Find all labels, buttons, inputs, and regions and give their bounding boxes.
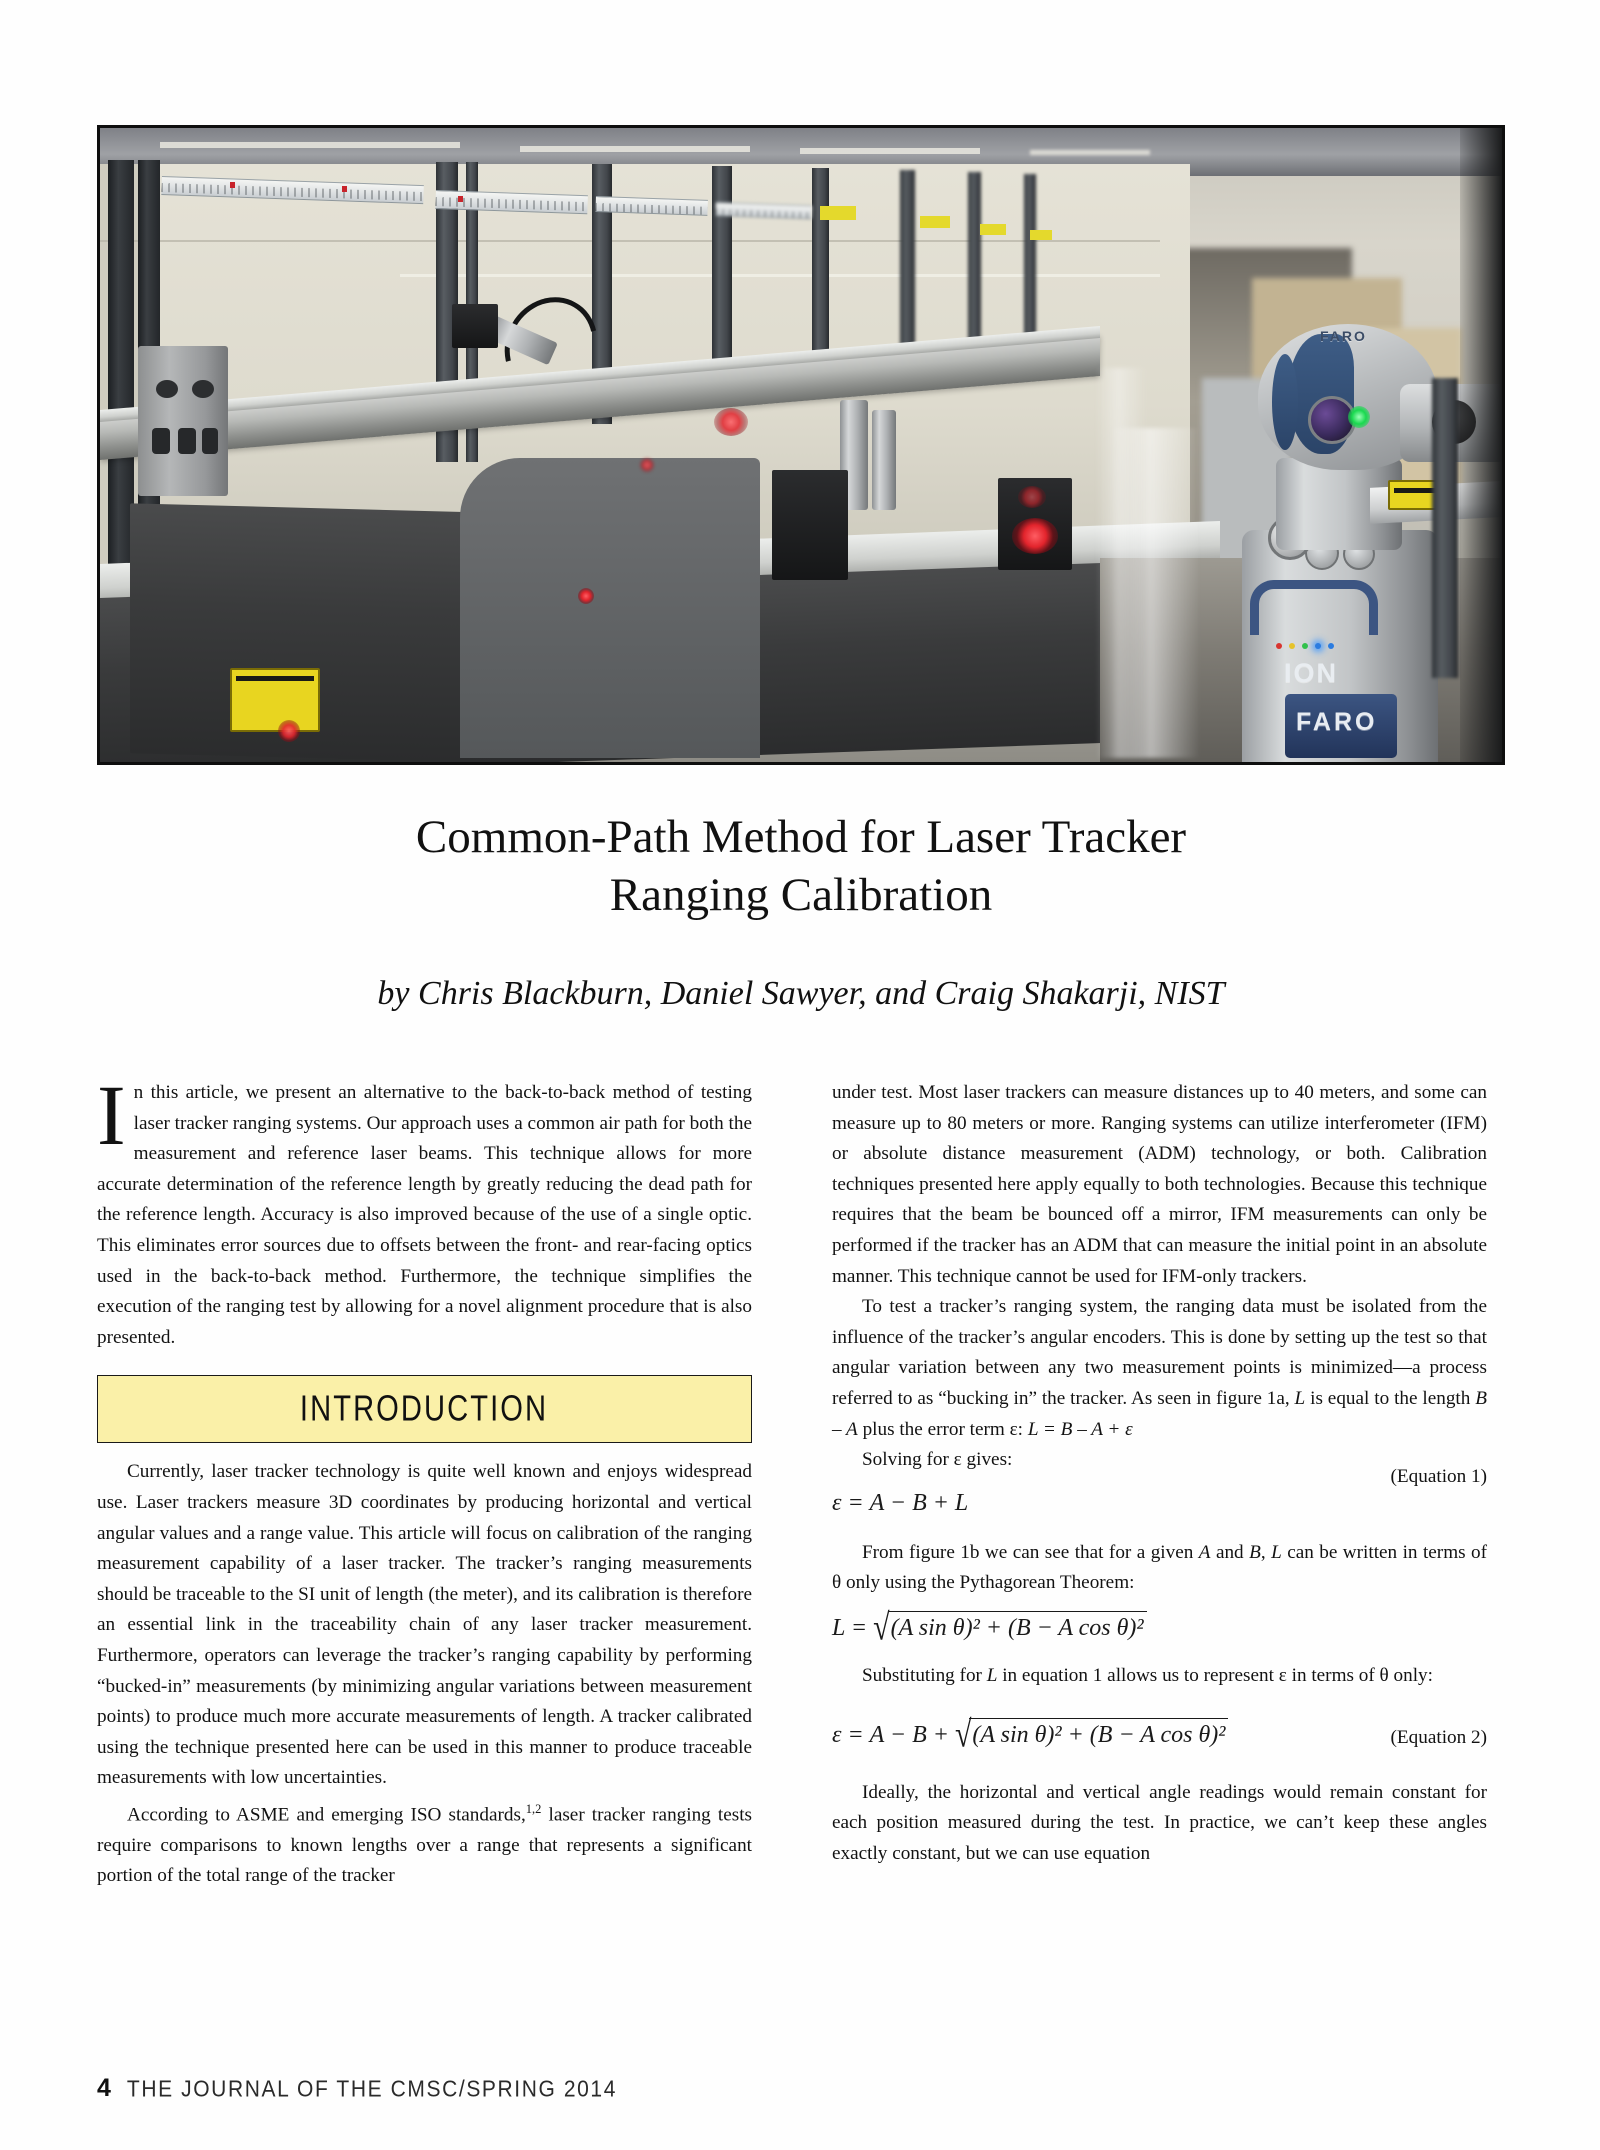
symbol-A: A [1198, 1541, 1211, 1563]
photo-laser-beam-spot [1012, 518, 1058, 554]
photo-ceiling-light [800, 148, 980, 154]
photo-laser-indicator [278, 720, 300, 742]
photo-optic-housing [772, 470, 848, 580]
photo-scale-marker [342, 186, 347, 192]
radical-sign-icon: √ [954, 1713, 972, 1755]
radical-sign-icon: √ [873, 1607, 890, 1649]
photo-post [1024, 174, 1036, 354]
intro-paragraph-2-text-a: According to ASME and emerging ISO standards, [127, 1804, 526, 1826]
photo-laser-indicator [578, 588, 594, 604]
page-number: 4 [97, 2074, 111, 2102]
symbol-B: B [1249, 1541, 1261, 1563]
right-paragraph-5-b: in equation 1 allows us to represent ε in terms of θ only: [997, 1664, 1433, 1686]
equation-2-lhs: ε = A − B + [832, 1721, 955, 1748]
equation-L [832, 1607, 1147, 1649]
photo-ceiling-light [520, 146, 750, 152]
introduction-section-banner [97, 1375, 752, 1443]
photo-post [1432, 378, 1458, 678]
right-paragraph-2-c: plus the error term ε: [857, 1418, 1028, 1440]
inline-equation-L: L = B – A + ε [1027, 1418, 1133, 1440]
article-byline: by Chris Blackburn, Daniel Sawyer, and Craig Shakarji, NIST [377, 975, 1225, 1012]
photo-yellow-marker [1030, 230, 1052, 240]
laser-tracker-head-accent [1272, 354, 1298, 450]
right-paragraph-4-a: From figure 1b we can see that for a given [862, 1541, 1199, 1563]
laser-tracker-top-brand-text: FARO [1320, 328, 1367, 344]
photo-yellow-marker [820, 206, 856, 220]
right-paragraph-2 [832, 1292, 1487, 1445]
photo-optic-cylinder [872, 410, 896, 510]
photo-scene [100, 128, 1502, 762]
equation-L-row [832, 1607, 1487, 1649]
right-paragraph-4-c: , [1260, 1541, 1272, 1563]
symbol-B-minus-A: B – A [832, 1387, 1487, 1440]
photo-laser-beam-spot [640, 458, 654, 472]
intro-paragraph-1: Currently, laser tracker technology is quite well known and enjoys widespread use. Laser trackers measure 3D coordinates by producing horizontal and vertical angular values and a range value. This article will focus on calibration of the ranging measurement capability of a laser tracker. The tracker’s ranging measurements should be traceable to the SI unit of length (the meter), and its calibration is therefore an essential link in the traceability chain of any laser tracker measurement. Furthermore, operators can leverage the tracker’s ranging capability by performing “bucked-in” measurements (by minimizing angular variations between measurement points) to produce much more accurate measurements of length. A tracker calibrated using the technique presented here can be used in this manner to produce traceable measurements with low uncertainties. [97, 1461, 752, 1789]
photo-scale-marker [458, 196, 463, 202]
equation-2 [832, 1713, 1228, 1755]
right-paragraph-1: under test. Most laser trackers can measure distances up to 40 meters, and some can measure up to 80 meters or more. Ranging systems can utilize interferometer (IFM) or absolute distance measurement (ADM) technology, or both. Calibration techniques presented here apply equally to both technologies. Because this technique requires that the beam be bounced off a mirror, IFM measurements can only be performed if the tracker has an ADM that can measure the initial point in an absolute manner. This technique cannot be used for IFM-only trackers. [832, 1082, 1487, 1287]
equation-1: ε = A − B + L [832, 1489, 969, 1516]
article-title-line-1: Common-Path Method for Laser Tracker [415, 811, 1187, 863]
right-paragraph-4-d: can be written in terms of θ only using the Pythagorean Theorem: [832, 1541, 1488, 1594]
equation-1-row [832, 1465, 1487, 1526]
right-paragraph-5-a: Substituting for [862, 1664, 987, 1686]
photo-floor-sheen [1096, 368, 1146, 758]
photo-ceiling-light [160, 142, 460, 148]
page-footer [97, 2074, 617, 2103]
right-paragraph-6: Ideally, the horizontal and vertical angle readings would remain constant for each position measured during the test. In practice, we can’t keep these angles exactly constant, but we can use equation [832, 1781, 1487, 1864]
symbol-L-2: L [1271, 1541, 1282, 1563]
left-column [97, 1067, 752, 1892]
laser-tracker-green-led [1348, 406, 1370, 428]
photo-scale-marker [230, 182, 235, 188]
right-paragraph-4-b: and [1210, 1541, 1250, 1563]
photo-laser-beam-spot [1018, 486, 1046, 508]
photo-wall-joint [100, 240, 1160, 242]
photo-shroud [460, 458, 760, 758]
equation-2-label: (Equation 2) [1390, 1726, 1487, 1748]
right-paragraph-5 [832, 1661, 1487, 1692]
lead-paragraph: In this article, we present an alternative to the back-to-back method of testing laser tracker ranging systems. Our approach uses a common air path for both the measurement and reference laser beams. This technique allows for more accurate determination of the reference length by greatly reducing the dead path for the reference length. Accuracy is also improved because of the use of a single optic. This eliminates error sources due to offsets between the front- and rear-facing optics used in the back-to-back method. Furthermore, the technique simplifies the execution of the ranging test by allowing for a novel alignment procedure that is also presented. [97, 1067, 752, 1348]
photo-mount-hole [152, 428, 170, 454]
reference-superscript: 1,2 [525, 1801, 542, 1816]
laser-tracker-brand-text: FARO [1296, 708, 1378, 736]
right-paragraph-4 [832, 1538, 1487, 1599]
photo-mount-hole [156, 380, 178, 398]
photo-post [900, 170, 915, 370]
photo-yellow-marker [980, 224, 1006, 235]
intro-paragraph-2-text-b: laser tracker ranging tests require comparisons to known lengths over a range that represents a significant portion of the total range of the tracker [97, 1804, 752, 1887]
photo-optic-mount [452, 304, 498, 348]
photo-post [968, 172, 981, 362]
photo-mount-hole [202, 428, 218, 454]
introduction-heading: INTRODUCTION [300, 1387, 549, 1430]
equation-L-lhs: L = [832, 1614, 874, 1641]
photo-wall-joint [400, 274, 1160, 277]
symbol-L-3: L [986, 1664, 998, 1686]
header-photograph [97, 125, 1505, 765]
intro-paragraph-2 [97, 1794, 752, 1892]
equation-2-radicand: (A sin θ)² + (B − A cos θ)² [969, 1718, 1228, 1751]
laser-tracker-model-text: ION [1284, 658, 1339, 688]
photo-mount-block [138, 346, 228, 496]
article-title-line-2: Ranging Calibration [609, 869, 993, 921]
right-column [832, 1078, 1487, 1869]
photo-mount-hole [178, 428, 196, 454]
article-title [97, 808, 1505, 924]
laser-tracker-handle [1250, 580, 1378, 635]
right-paragraph-3: Solving for ε gives: [862, 1449, 1013, 1471]
photo-right-edge [1460, 128, 1502, 762]
photo-mount-hole [192, 380, 214, 398]
equation-1-label: (Equation 1) [1390, 1465, 1487, 1487]
equation-2-row [832, 1713, 1487, 1756]
photo-caution-label [230, 668, 320, 732]
journal-footer-text: THE JOURNAL OF THE CMSC/SPRING 2014 [126, 2076, 617, 2103]
symbol-L: L [1294, 1387, 1306, 1409]
equation-L-radicand: (A sin θ)² + (B − A cos θ)² [888, 1611, 1147, 1644]
photo-laser-beam-spot [714, 408, 748, 436]
photo-yellow-marker [920, 216, 950, 228]
photo-ceiling-light [1030, 150, 1150, 155]
right-paragraph-2-b: is equal to the length [1305, 1387, 1476, 1409]
laser-tracker-status-leds [1276, 636, 1372, 656]
right-paragraph-2-a: To test a tracker’s ranging system, the ranging data must be isolated from the influence of the tracker’s angular encoders. This is done by setting up the test so that angular variation between any two measurement points is minimized—a process referred to as “bucking in” the tracker. As seen in figure 1a, [832, 1296, 1487, 1409]
